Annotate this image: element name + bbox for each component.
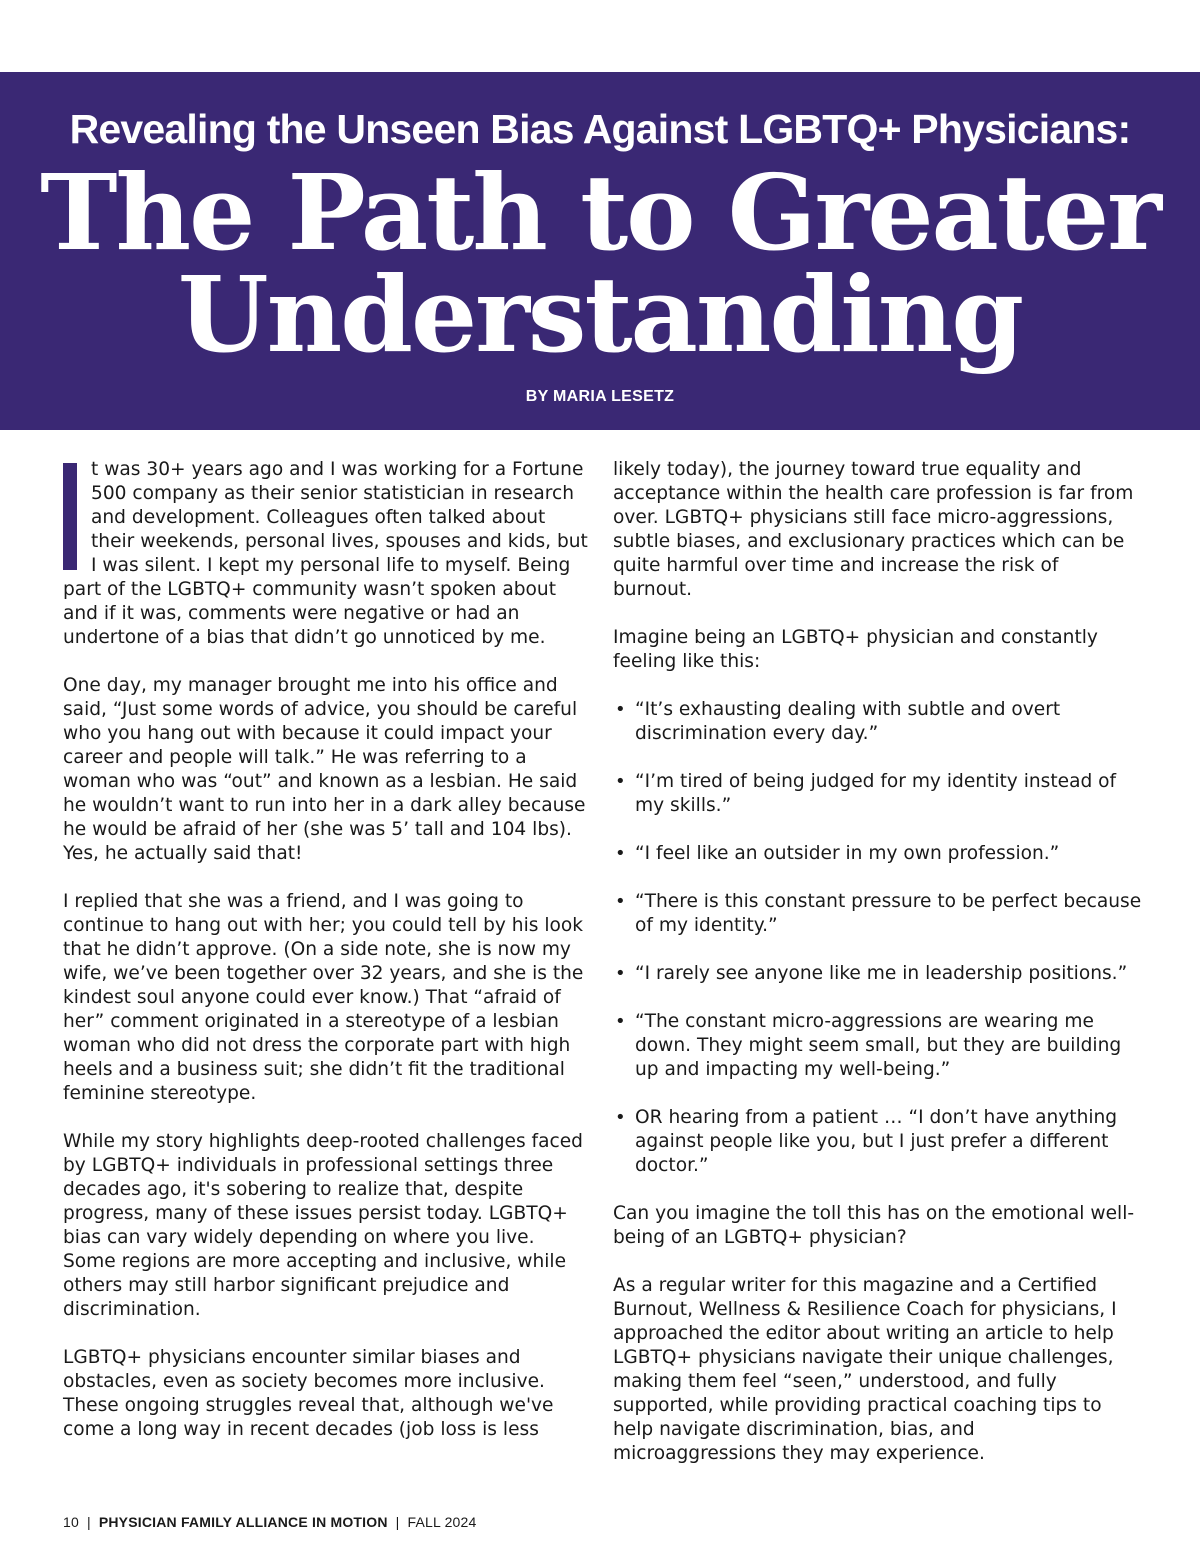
paragraph: One day, my manager brought me into his office and said, “Just some words of advice, you should be careful who you hang out with because it could impact your career and people will talk.” He was referring to a woman who was “out” and known as a lesbian. He said he wouldn’t want to run into her in a dark alley because he would be afraid of her (she was 5’ tall and 104 lbs). Yes, he actually said that! <box>63 675 586 864</box>
list-item <box>613 1106 1143 1178</box>
article-subtitle: Revealing the Unseen Bias Against LGBTQ+ Physicians: <box>69 106 1131 152</box>
left-column <box>63 458 593 1466</box>
quote-list <box>613 698 1143 1178</box>
list-item <box>613 890 1143 938</box>
paragraph: LGBTQ+ physicians encounter similar biases and obstacles, even as society becomes more inclusive. These ongoing struggles reveal that, although we've come a long way in recent decades (job loss is less <box>63 1347 554 1440</box>
paragraph: Can you imagine the toll this has on the emotional well-being of an LGBTQ+ physician? <box>613 1203 1135 1248</box>
paragraph: I replied that she was a friend, and I was going to continue to hang out with her; you could tell by his look that he didn’t approve. (On a side note, she is now my wife, we’ve been together over 32 years, and she is the kindest soul anyone could ever know.) That “afraid of her” comment originated in a stereotype of a lesbian woman who did not dress the corporate part with high heels and a business suit; she didn’t fit the traditional feminine stereotype. <box>63 891 584 1104</box>
paragraph: Imagine being an LGBTQ+ physician and constantly feeling like this: <box>613 627 1098 672</box>
title-banner <box>0 72 1200 430</box>
page-number: 10 <box>63 1514 79 1530</box>
list-item <box>613 770 1143 818</box>
list-item-text: “I rarely see anyone like me in leadership positions.” <box>635 963 1128 984</box>
paragraph <box>63 458 593 650</box>
list-item-text: “There is this constant pressure to be perfect because of my identity.” <box>635 891 1142 936</box>
article-title-line-1: The Path to Greater <box>40 151 1160 274</box>
bullet-icon: • <box>615 699 626 720</box>
article-title-line-2: Understanding <box>177 253 1023 376</box>
list-item-text: OR hearing from a patient … “I don’t have anything against people like you, but I just prefer a different doctor.” <box>635 1107 1118 1176</box>
article-title <box>0 151 1200 376</box>
list-item <box>613 1010 1143 1082</box>
paragraph-text: t was 30+ years ago and I was working for a Fortune 500 company as their senior statistician in research and development. Colleagues often talked about their weekends, personal lives, spouses and kids, but I was silent. I kept my personal life to myself. Being part of the LGBTQ+ community wasn’t spoken about and if it was, comments were negative or had an undertone of a bias that didn’t go unnoticed by me. <box>63 459 588 648</box>
list-item <box>613 698 1143 746</box>
bullet-icon: • <box>615 1011 626 1032</box>
drop-cap-bar <box>63 463 77 570</box>
footer-separator: | <box>395 1514 400 1530</box>
right-column <box>613 458 1143 1490</box>
list-item-text: “It’s exhausting dealing with subtle and overt discrimination every day.” <box>635 699 1061 744</box>
page-footer <box>63 1514 477 1530</box>
paragraph: As a regular writer for this magazine and a Certified Burnout, Wellness & Resilience Coach for physicians, I approached the editor about writing an article to help LGBTQ+ physicians navigate their unique challenges, making them feel “seen,” understood, and fully supported, while providing practical coaching tips to help navigate discrimination, bias, and microaggressions they may experience. <box>613 1275 1117 1464</box>
footer-separator: | <box>86 1514 91 1530</box>
list-item <box>613 842 1143 866</box>
bullet-icon: • <box>615 1107 626 1128</box>
bullet-icon: • <box>615 963 626 984</box>
bullet-icon: • <box>615 891 626 912</box>
list-item-text: “The constant micro-aggressions are wearing me down. They might seem small, but they are building up and impacting my well-being.” <box>635 1011 1122 1080</box>
bullet-icon: • <box>615 843 626 864</box>
list-item-text: “I feel like an outsider in my own profession.” <box>635 843 1060 864</box>
bullet-icon: • <box>615 771 626 792</box>
byline: BY MARIA LESETZ <box>525 388 675 405</box>
list-item <box>613 962 1143 986</box>
paragraph: likely today), the journey toward true equality and acceptance within the health care profession is far from over. LGBTQ+ physicians still face micro-aggressions, subtle biases, and exclusionary practices which can be quite harmful over time and increase the risk of burnout. <box>613 459 1134 600</box>
paragraph: While my story highlights deep-rooted challenges faced by LGBTQ+ individuals in professional settings three decades ago, it's sobering to realize that, despite progress, many of these issues persist today. LGBTQ+ bias can vary widely depending on where you live. Some regions are more accepting and inclusive, while others may still harbor significant prejudice and discrimination. <box>63 1131 583 1320</box>
publication-name: PHYSICIAN FAMILY ALLIANCE IN MOTION <box>98 1514 388 1530</box>
issue-date: FALL 2024 <box>407 1514 477 1530</box>
list-item-text: “I’m tired of being judged for my identity instead of my skills.” <box>635 771 1117 816</box>
